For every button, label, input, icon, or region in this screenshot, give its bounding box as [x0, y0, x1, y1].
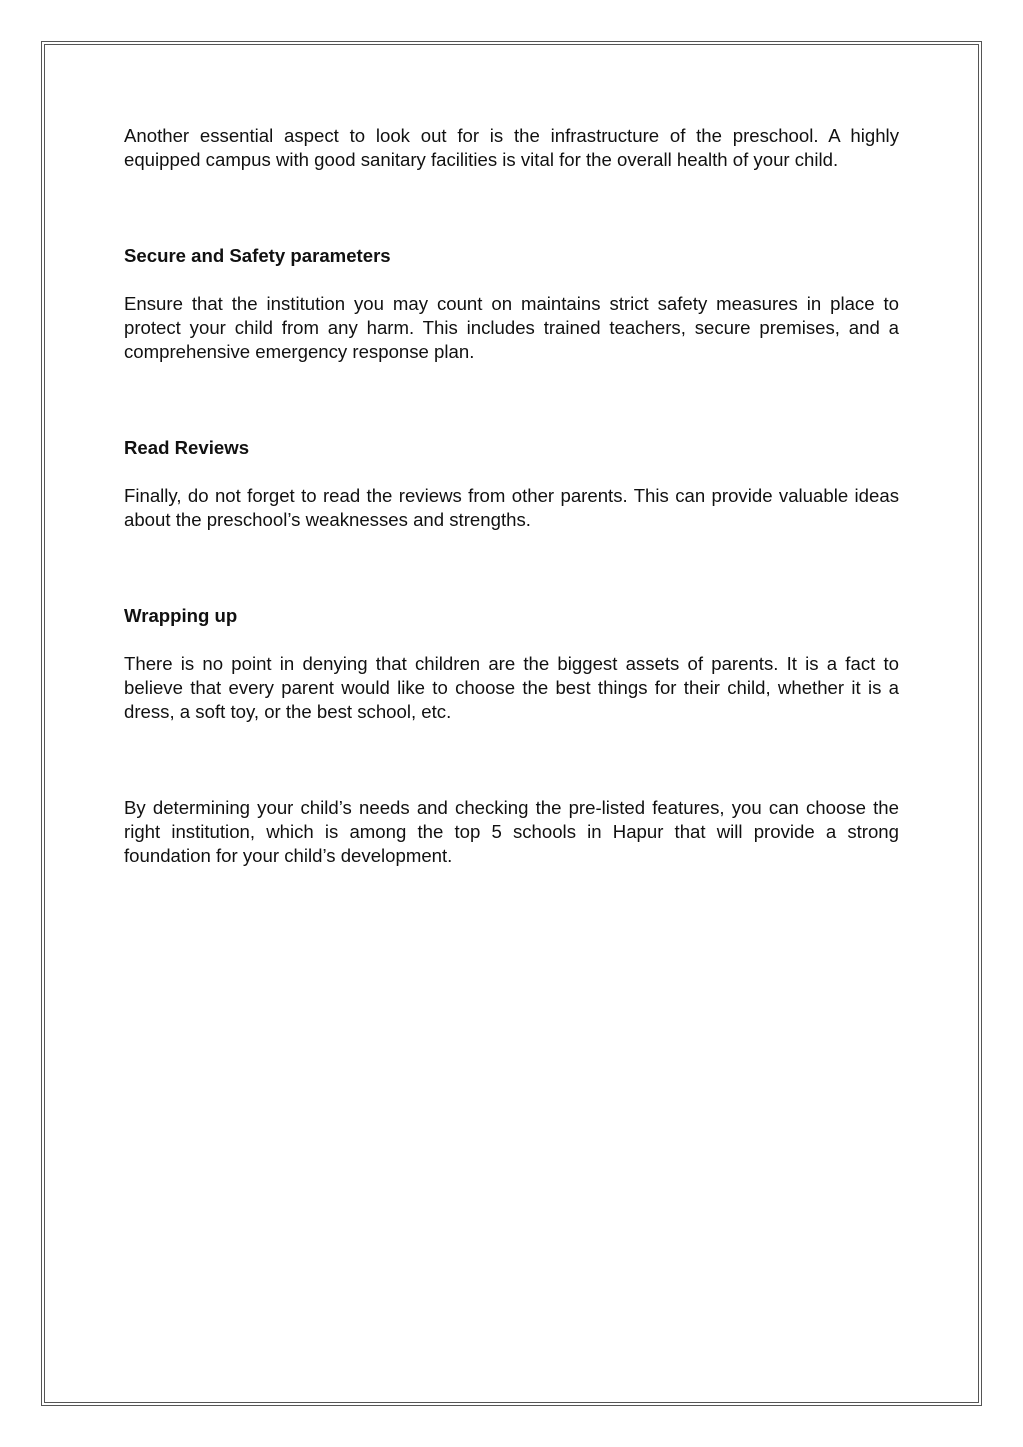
section-paragraph-safety: Ensure that the institution you may count on maintains strict safety measures in place to protect your child from any harm. This includes trained teachers, secure premises, and a comprehensive emergency response plan. [124, 293, 899, 362]
section-heading-wrapping-up: Wrapping up [124, 605, 238, 626]
section-paragraph-reviews: Finally, do not forget to read the reviews from other parents. This can provide valuable ideas about the preschool’s weaknesses and strengths. [124, 485, 899, 530]
closing-paragraph: By determining your child’s needs and checking the pre-listed features, you can choose the right institution, which is among the top 5 schools in Hapur that will provide a strong foundation for your child’s development. [124, 797, 899, 866]
section-paragraph-wrapping-up: There is no point in denying that children are the biggest assets of parents. It is a fact to believe that every parent would like to choose the best things for their child, whether it is a dress, a soft toy, or the best school, etc. [124, 653, 899, 722]
section-heading-safety: Secure and Safety parameters [124, 245, 391, 266]
intro-paragraph: Another essential aspect to look out for is the infrastructure of the preschool. A highly equipped campus with good sanitary facilities is vital for the overall health of your child. [124, 125, 899, 170]
section-heading-reviews: Read Reviews [124, 437, 250, 458]
document-body [124, 124, 899, 868]
